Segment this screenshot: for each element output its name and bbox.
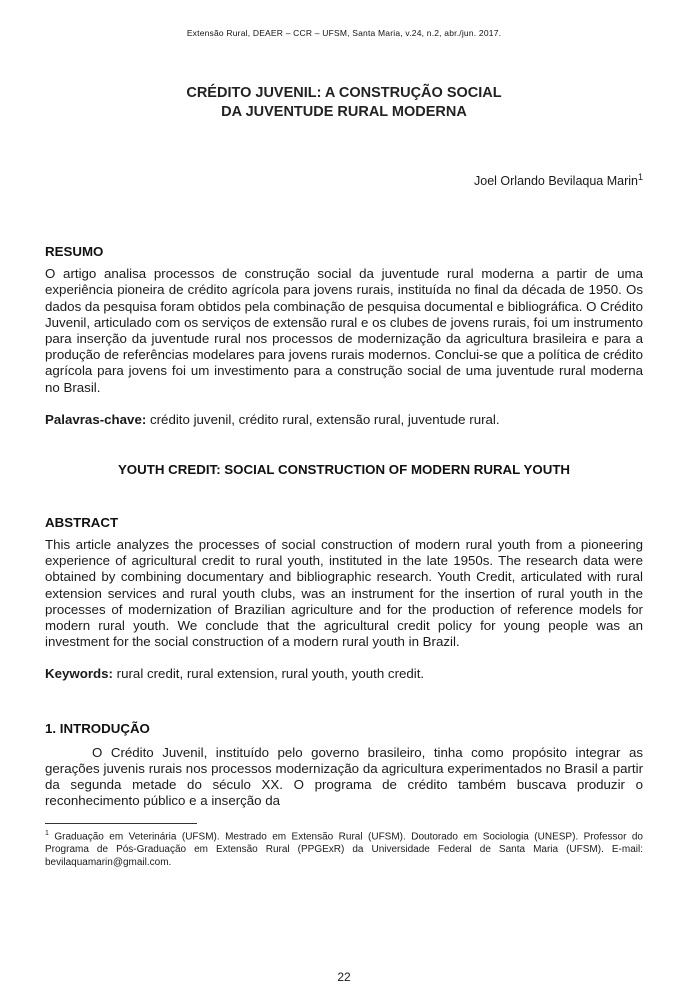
- author-line: [45, 172, 643, 188]
- resumo-body: O artigo analisa processos de construção social da juventude rural moderna a partir de uma experiência pioneira de crédito agrícola para jovens rurais, instituída no final da década de 1950. Os dados da pesquisa foram obtidos pela combinação de pesquisa documental e bibliográfica. O Crédito Juvenil, articulado com os serviços de extensão rural e os clubes de jovens rurais, foi um instrumento para inserção da juventude rural nos processos de modernização da agricultura brasileira e para a produção de referências modelares para jovens rurais modernos. Conclui-se que a política de crédito agrícola para jovens foi um investimento para a construção social de uma juventude rural moderna no Brasil.: [45, 266, 643, 395]
- keywords-line: [45, 666, 643, 682]
- introduction-paragraph: O Crédito Juvenil, instituído pelo governo brasileiro, tinha como propósito integrar as gerações juvenis rurais nos processos modernização da agricultura experimentados no Brasil a partir da segunda metade do século XX. O programa de crédito também buscava produzir o reconhecimento público e a inserção da: [45, 744, 643, 809]
- abstract-heading: ABSTRACT: [45, 514, 119, 530]
- journal-header: Extensão Rural, DEAER – CCR – UFSM, Santa Maria, v.24, n.2, abr./jun. 2017.: [186, 28, 502, 38]
- article-title-line2: DA JUVENTUDE RURAL MODERNA: [221, 104, 467, 120]
- footnote-separator: [45, 823, 197, 824]
- author-footnote-ref: 1: [637, 172, 643, 182]
- author-name: Joel Orlando Bevilaqua Marin: [474, 174, 638, 189]
- palavras-chave-text: crédito juvenil, crédito rural, extensão rural, juventude rural.: [146, 411, 500, 427]
- article-title-line1: CRÉDITO JUVENIL: A CONSTRUÇÃO SOCIAL: [186, 85, 502, 101]
- palavras-chave-line: [45, 412, 643, 428]
- introduction-heading: 1. INTRODUÇÃO: [45, 720, 150, 736]
- palavras-chave-label: Palavras-chave:: [45, 411, 147, 427]
- footnote-text: [45, 828, 643, 869]
- english-title: YOUTH CREDIT: SOCIAL CONSTRUCTION OF MODERN RURAL YOUTH: [117, 461, 571, 477]
- keywords-label: Keywords:: [45, 666, 113, 682]
- article-title: [45, 84, 643, 122]
- abstract-body: This article analyzes the processes of social construction of modern rural youth from a pioneering experience of agricultural credit to rural youth, instituted in the late 1950s. The research data were obtained by combining documentary and bibliographic research. Youth Credit, articulated with rural extension services and rural youth clubs, was an instrument for the insertion of rural youth in the processes of modernization of Brazilian agriculture and for the production of reference models for modern rural youth. We conclude that the agricultural credit policy for young people was an investment for the social construction of a modern rural youth in Brazil.: [45, 536, 643, 650]
- footnote-area: [45, 823, 643, 869]
- resumo-heading: RESUMO: [45, 244, 104, 260]
- page-number: 22: [337, 970, 351, 984]
- footnote-body: Graduação em Veterinária (UFSM). Mestrado em Extensão Rural (UFSM). Doutorado em Sociologia (UNESP). Professor do Programa de Pós-Graduação em Extensão Rural (PPGExR) da Universidade Federal de Santa Maria (UFSM). E-mail: bevilaquamarin@gmail.com.: [45, 831, 643, 868]
- keywords-text: rural credit, rural extension, rural youth, youth credit.: [112, 666, 425, 682]
- footnote-ref: 1: [45, 830, 49, 838]
